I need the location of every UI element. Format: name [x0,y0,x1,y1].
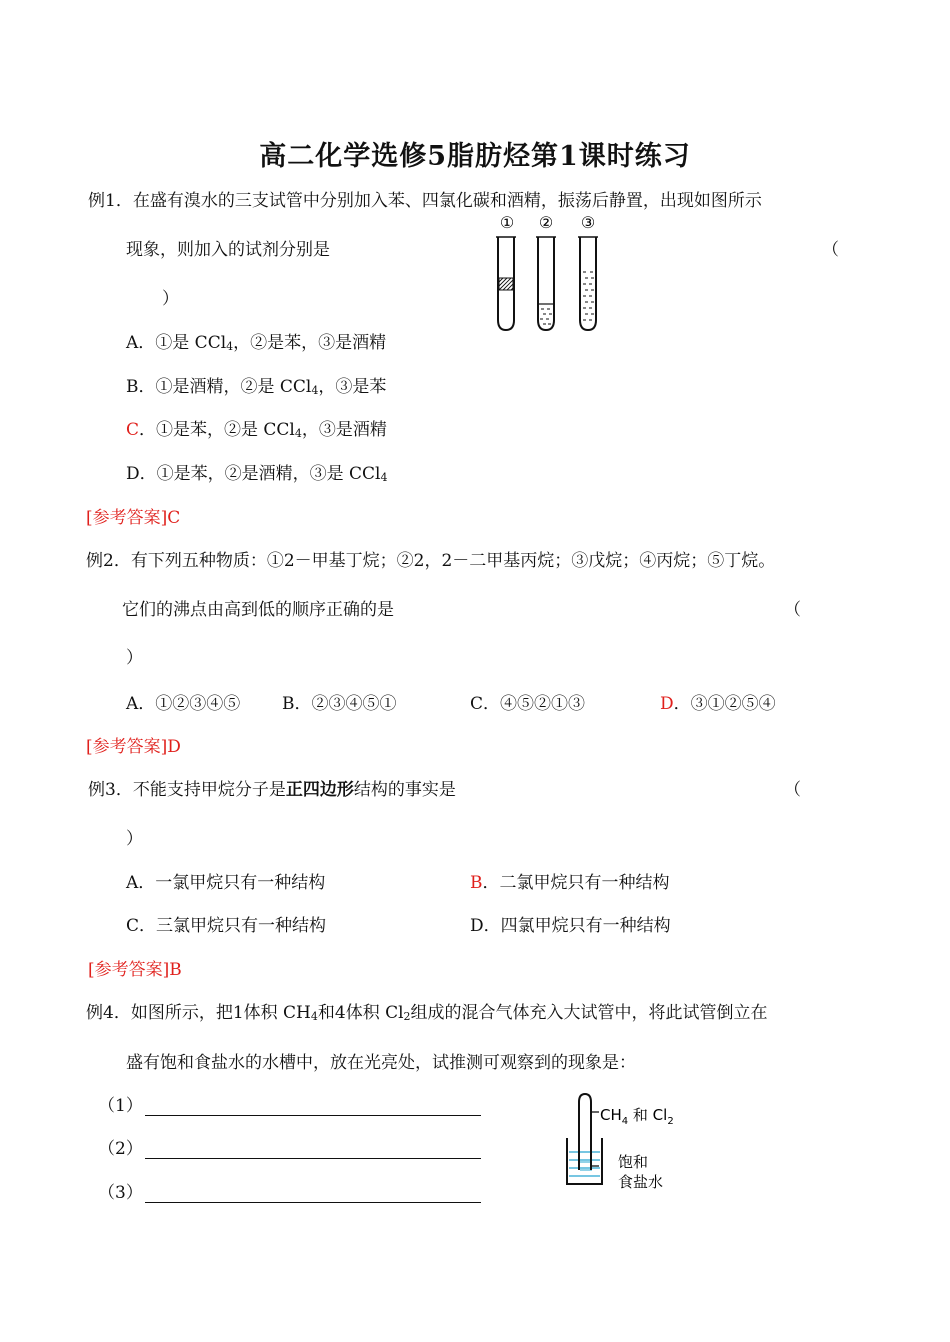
page-title: 高二化学选修5脂肪烃第1课时练习 [259,141,691,172]
q1-option-b: B．①是酒精，②是 CCl$_4$，③是苯 [126,377,387,397]
tube-1 [496,237,516,330]
q4-stem-line2: 盛有饱和食盐水的水槽中，放在光亮处，试推测可观察到的现象是： [126,1053,636,1073]
q4-stem-line1: 例4．如图所示，把1体积 $CH_4$和4体积 $Cl_2$组成的混合气体充入大试管中，将此试管倒立在 [86,1003,768,1023]
tube-3-label: ③ [580,213,596,232]
q3-stem: 例3．不能支持甲烷分子是正四边形结构的事实是 [88,780,456,800]
water-label-line2: 食盐水 [618,1173,664,1191]
q3-option-b-letter: B [470,873,483,893]
tube-2 [536,237,556,330]
inverted-test-tube [579,1094,591,1170]
q2-option-d-letter: D [660,694,674,714]
tube-3 [578,237,598,330]
q1-option-d: D．①是苯，②是酒精，③是 CCl$_4$ [126,464,388,484]
q3-option-d: D．四氯甲烷只有一种结构 [470,916,671,936]
q2-option-a: A．①②③④⑤ [126,694,241,714]
q3-option-c: C．三氯甲烷只有一种结构 [126,916,327,936]
q3-paren-open: （ [784,780,801,800]
q4-answer-blank-1[interactable] [145,1097,481,1116]
q2-option-b: B．②③④⑤① [282,694,397,714]
q2-paren-open: （ [784,600,801,620]
gas-label: $CH_4$ 和 $Cl_2$ [600,1106,674,1127]
q3-stem-emphasis: 正四边形 [285,780,354,800]
q2-stem-line2: 它们的沸点由高到低的顺序正确的是 [122,600,394,620]
test-tubes-figure [486,212,610,334]
q2-option-c: C．④⑤②①③ [470,694,586,714]
q2-answer: [参考答案]D [86,737,181,757]
q1-option-a: A．①是 CCl$_4$，②是苯，③是酒精 [126,333,387,353]
q4-blank-3-label: （3） [98,1183,143,1203]
q2-paren-close: ） [126,648,143,668]
q1-paren-close: ） [162,289,179,309]
water-level-lines [569,1152,600,1176]
q2-option-d: D．③①②⑤④ [660,694,776,714]
q4-blank-1-label: （1） [98,1096,143,1116]
tube-1-label: ① [499,213,515,232]
q4-blank-2-row [98,1134,481,1159]
q4-blank-3-row [98,1178,481,1203]
q4-answer-blank-2[interactable] [145,1140,481,1159]
q3-option-a: A．一氯甲烷只有一种结构 [126,873,326,893]
water-label-line1: 饱和 [618,1153,649,1171]
q1-stem-line2: 现象，则加入的试剂分别是 [126,240,330,260]
q4-blank-2-label: （2） [98,1139,143,1159]
q4-blank-1-row [98,1091,481,1116]
q1-option-c: C．①是苯，②是 CCl$_4$，③是酒精 [126,420,387,440]
q4-answer-blank-3[interactable] [145,1184,481,1203]
q2-stem-line1: 例2．有下列五种物质：①2－甲基丁烷；②2，2－二甲基丙烷；③戊烷；④丙烷；⑤丁烷。 [86,551,776,571]
q1-option-c-letter: C [126,420,140,440]
q1-paren-open: （ [822,240,839,260]
gas-tube-in-trough-figure [560,1090,690,1194]
q1-answer: [参考答案]C [86,508,181,528]
q3-option-b: B．二氯甲烷只有一种结构 [470,873,670,893]
q1-stem-line1: 例1．在盛有溴水的三支试管中分别加入苯、四氯化碳和酒精，振荡后静置，出现如图所示 [88,191,762,211]
water-trough [567,1138,602,1184]
tube-2-label: ② [538,213,554,232]
q3-answer: [参考答案]B [88,960,182,980]
q3-paren-close: ） [126,829,143,849]
